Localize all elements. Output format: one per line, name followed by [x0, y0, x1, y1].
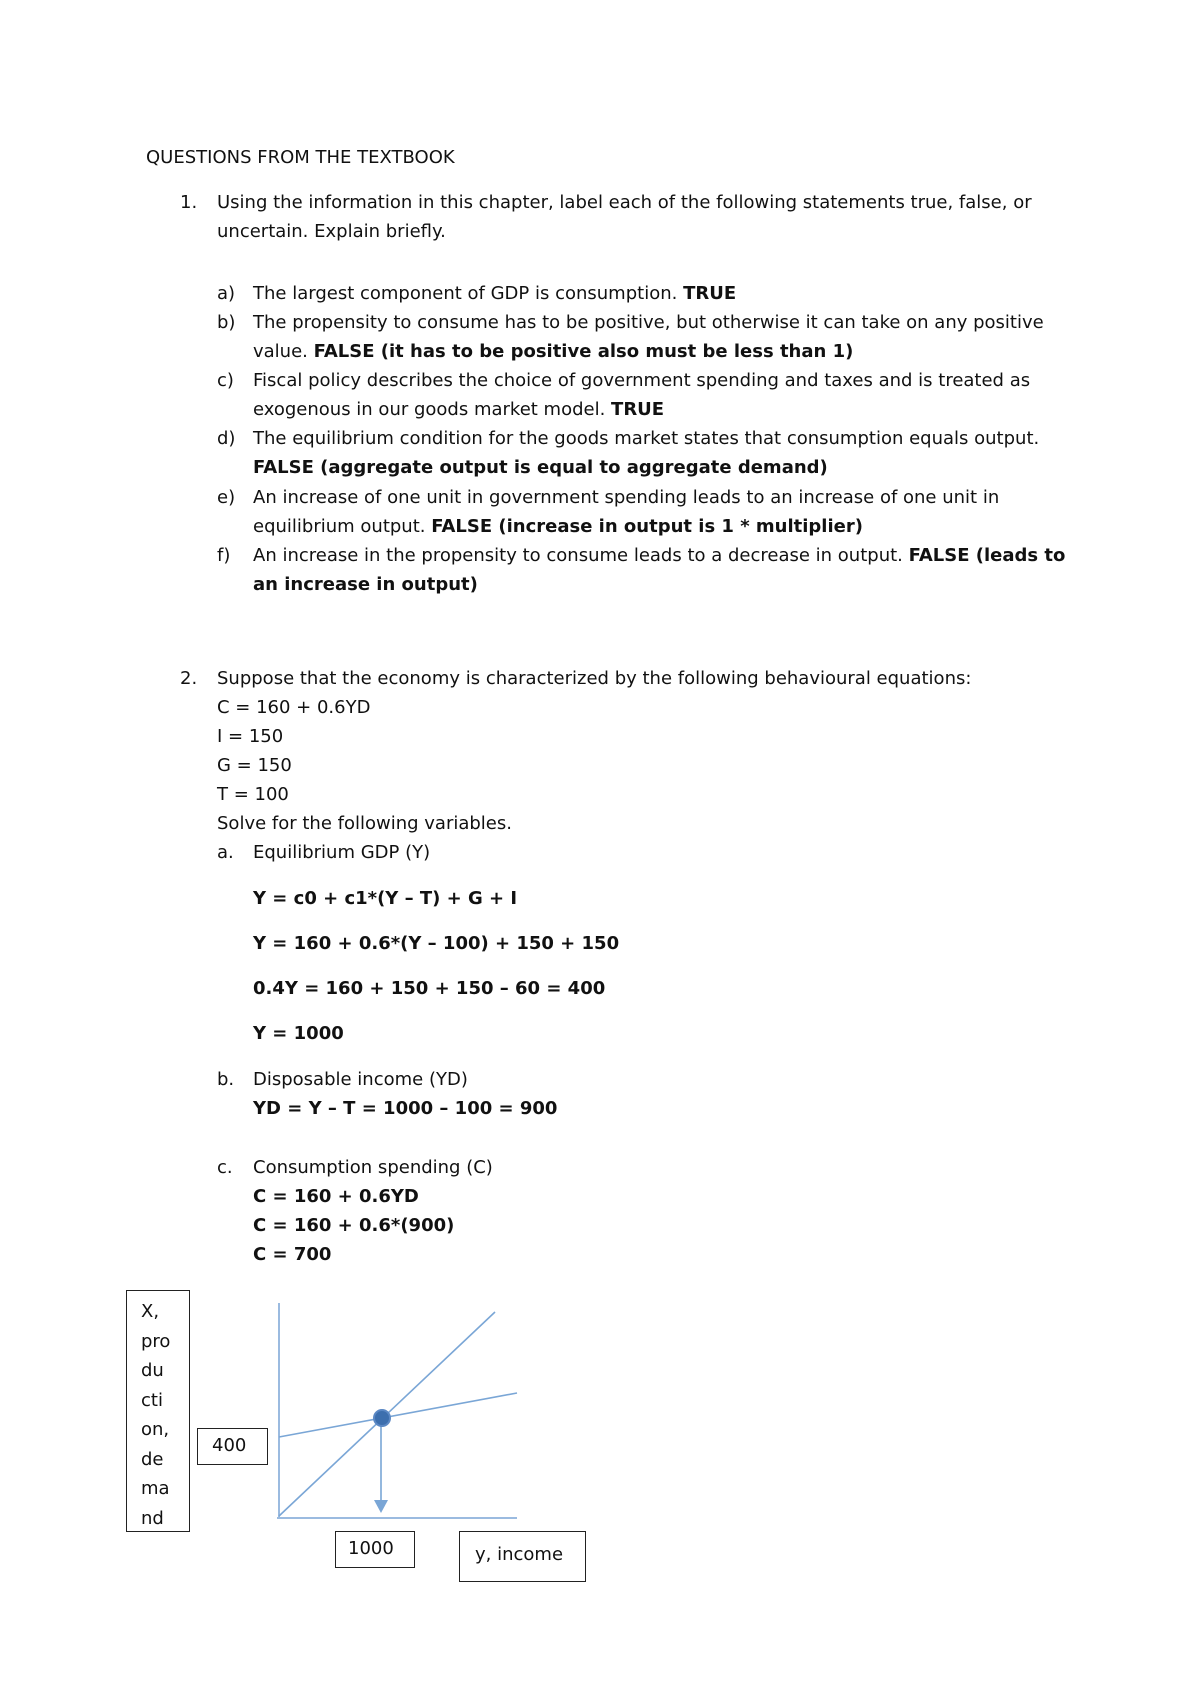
part-a-title: Equilibrium GDP (Y) [253, 842, 431, 863]
statement-line1: The largest component of GDP is consumption. [253, 283, 684, 304]
part-b-step: YD = Y – T = 1000 – 100 = 900 [253, 1098, 558, 1119]
statement-line1: Fiscal policy describes the choice of government spending and taxes and is treated as [253, 370, 1031, 391]
part-b-label: b. [217, 1069, 235, 1090]
y-axis-label-line: X, [141, 1301, 160, 1322]
statement-label: e) [217, 487, 236, 508]
statement-line2: equilibrium output. [253, 516, 432, 537]
equilibrium-label: 1000 [348, 1538, 394, 1559]
statement-line1: An increase of one unit in government spending leads to an increase of one unit in [253, 487, 1000, 508]
part-a-step: Y = 160 + 0.6*(Y – 100) + 150 + 150 [253, 933, 620, 954]
q2-solve-instruction: Solve for the following variables. [217, 813, 512, 834]
part-c-label: c. [217, 1157, 233, 1178]
part-c-result: C = 700 [253, 1244, 332, 1265]
q2-number: 2. [180, 668, 198, 689]
q2-equation: I = 150 [217, 726, 284, 747]
statement-answer: FALSE (leads to [908, 545, 1066, 566]
y-axis-label-line: nd [141, 1507, 164, 1529]
q1-number: 1. [180, 192, 198, 213]
equilibrium-point [374, 1410, 390, 1426]
statement-answer: TRUE [683, 283, 737, 304]
statement-label: b) [217, 312, 236, 333]
y-axis-label-line: cti [141, 1389, 163, 1411]
demand-line [279, 1393, 517, 1437]
statement-line1: The propensity to consume has to be positive, but otherwise it can take on any positive [253, 312, 1044, 333]
y-axis-label-line: du [141, 1360, 164, 1381]
intercept-label-box [197, 1428, 268, 1465]
statement-label: f) [217, 545, 231, 566]
statement-label: c) [217, 370, 234, 391]
part-a-step: Y = c0 + c1*(Y – T) + G + I [253, 888, 518, 909]
statement-line2: value. [253, 341, 314, 362]
part-c-title: Consumption spending (C) [253, 1157, 493, 1178]
statement-answer: FALSE (it has to be positive also must be less than 1) [313, 341, 854, 362]
part-b-title: Disposable income (YD) [253, 1069, 468, 1090]
part-a-result: Y = 1000 [253, 1023, 344, 1044]
statement-line2: exogenous in our goods market model. [253, 399, 612, 420]
y-axis-label [141, 1297, 170, 1533]
statement-label: a) [217, 283, 236, 304]
y-axis-label-line: pro [141, 1330, 171, 1352]
intercept-label: 400 [212, 1435, 247, 1456]
q1-text-line2: uncertain. Explain briefly. [217, 221, 446, 242]
part-a-label: a. [217, 842, 234, 863]
statement-answer: FALSE (aggregate output is equal to aggregate demand) [253, 457, 828, 478]
q2-equation: T = 100 [217, 784, 289, 805]
q2-equation: G = 150 [217, 755, 292, 776]
statement-line1: An increase in the propensity to consume leads to a decrease in output. [253, 545, 909, 566]
q2-equation: C = 160 + 0.6YD [217, 697, 371, 718]
q2-intro: Suppose that the economy is characterized by the following behavioural equations: [217, 668, 972, 689]
arrow-head [374, 1500, 388, 1513]
statement-answer: an increase in output) [253, 574, 478, 595]
page-heading: QUESTIONS FROM THE TEXTBOOK [146, 147, 455, 168]
x-axis-label: y, income [475, 1544, 564, 1565]
part-c-step: C = 160 + 0.6YD [253, 1186, 419, 1207]
part-c-step: C = 160 + 0.6*(900) [253, 1215, 455, 1236]
statement-label: d) [217, 428, 236, 449]
statement-answer: TRUE [611, 399, 665, 420]
y-axis-label-line: ma [141, 1478, 170, 1499]
y-axis-label-box [126, 1290, 190, 1532]
y-axis-label-line: on, [141, 1419, 170, 1440]
y-axis-label-line: de [141, 1448, 164, 1470]
equilibrium-label-box [335, 1531, 415, 1568]
q1-text-line1: Using the information in this chapter, label each of the following statements true, false, or [217, 192, 1032, 213]
x-axis-label-box [459, 1531, 586, 1582]
part-a-step: 0.4Y = 160 + 150 + 150 – 60 = 400 [253, 978, 606, 999]
statement-answer: FALSE (increase in output is 1 * multiplier) [431, 516, 863, 537]
statement-line1: The equilibrium condition for the goods market states that consumption equals output. [253, 428, 1040, 449]
